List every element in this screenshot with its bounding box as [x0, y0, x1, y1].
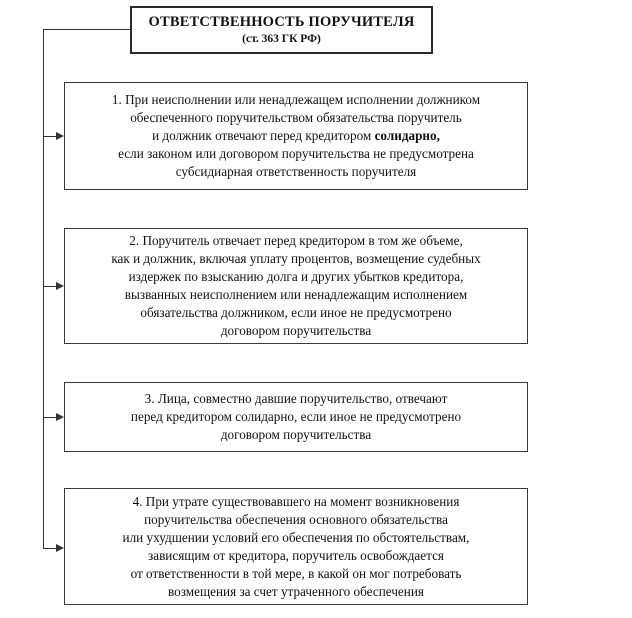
connector-branch-4: [43, 548, 57, 549]
arrowhead-1: [56, 132, 64, 140]
rule-box-1: [64, 82, 528, 190]
rule-1-line-1: 1. При неисполнении или ненадлежащем исполнении должником: [111, 92, 481, 107]
rule-1-line-4: если законом или договором поручительства не предусмотрена: [118, 146, 474, 161]
rule-box-3: [64, 382, 528, 452]
rule-box-2: [64, 228, 528, 344]
rule-2-line-6: договором поручительства: [220, 323, 372, 338]
rule-4-line-5: от ответственности в той мере, в какой он мог потребовать: [130, 565, 462, 581]
rule-2-line-4: вызванных неисполнением или ненадлежащим исполнением: [124, 287, 468, 302]
rule-4-line-2: поручительства обеспечения основного обязательства: [144, 511, 448, 527]
title-box: [130, 6, 433, 54]
rule-3-line-1: 3. Лица, совместно давшие поручительство, отвечают: [144, 391, 448, 406]
diagram-subtitle: (ст. 363 ГК РФ): [242, 33, 321, 45]
arrowhead-3: [56, 413, 64, 421]
solidarity-emphasis: солидарно,: [374, 128, 440, 143]
diagram-title: ОТВЕТСТВЕННОСТЬ ПОРУЧИТЕЛЯ: [148, 14, 415, 30]
connector-branch-3: [43, 417, 57, 418]
rule-4-line-1: 4. При утрате существовавшего на момент возникновения: [132, 493, 460, 509]
rule-4-line-4: зависящим от кредитора, поручитель освобождается: [148, 547, 444, 563]
arrowhead-4: [56, 544, 64, 552]
arrowhead-2: [56, 282, 64, 290]
rule-box-4: [64, 488, 528, 605]
rule-2-line-5: обязательства должником, если иное не предусмотрено: [140, 305, 452, 320]
connector-top-horizontal: [43, 29, 130, 30]
connector-vertical-trunk: [43, 29, 44, 549]
connector-branch-2: [43, 286, 57, 287]
rule-4-line-6: возмещения за счет утраченного обеспечения: [168, 583, 424, 599]
rule-1-line-5: субсидиарная ответственность поручителя: [175, 164, 417, 179]
rule-4-line-3: или ухудшении условий его обеспечения по обстоятельствам,: [122, 529, 470, 545]
rule-2-line-2: как и должник, включая уплату процентов, возмещение судебных: [111, 251, 481, 266]
rule-3-line-2: перед кредитором солидарно, если иное не предусмотрено: [130, 409, 462, 424]
rule-3-line-3: договором поручительства: [220, 427, 372, 442]
connector-branch-1: [43, 136, 57, 137]
rule-1-line-2: обеспеченного поручительством обязательства поручитель: [130, 110, 462, 125]
rule-1-line-3: и должник отвечают перед кредитором солидарно,: [152, 128, 440, 143]
rule-2-line-3: издержек по взысканию долга и других убытков кредитора,: [128, 269, 464, 284]
rule-2-line-1: 2. Поручитель отвечает перед кредитором в том же объеме,: [129, 233, 463, 248]
